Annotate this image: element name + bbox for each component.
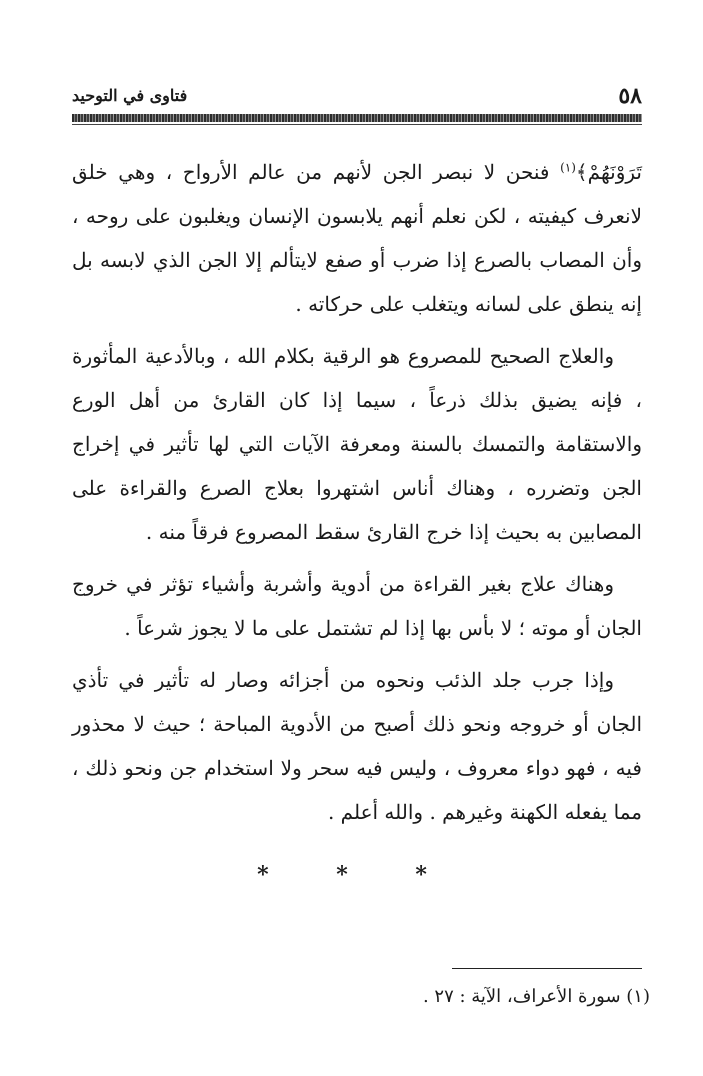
page-header (72, 82, 642, 112)
header-rule (72, 114, 642, 122)
paragraph-3: وهناك علاج بغير القراءة من أدوية وأشربة وأشياء تؤثر في خروج الجان أو موته ؛ لا بأس بها إذا لم تشتمل على ما لا يجوز شرعاً . (72, 572, 642, 640)
paragraph-4: وإذا جرب جلد الذئب ونحوه من أجزائه وصار له تأثير في تأذي الجان أو خروجه ونحو ذلك أصبح من الأدوية المباحة ؛ حيث لا محذور فيه ، فهو دواء معروف ، وليس فيه سحر ولا استخدام جن ونحو ذلك ، مما يفعله الكهنة وغيرهم . والله أعلم . (72, 668, 642, 824)
main-text (72, 150, 642, 842)
footnote-ref: (١) (560, 160, 576, 175)
paragraph-1 (72, 150, 642, 326)
page-number: ٥٨ (618, 83, 642, 109)
quran-quote-end: تَرَوْنَهُمْ﴾ (575, 160, 642, 184)
running-title: فتاوى في التوحيد (72, 86, 188, 105)
paragraph-1-text: فنحن لا نبصر الجن لأنهم من عالم الأرواح ، وهي خلق لانعرف كيفيته ، لكن نعلم أنهم يلابسون الإنسان ويغلبون على روحه ، وأن المصاب بالصرع إذا ضرب أو صفع لايتألم إلا الجن الذي لابسه بل إنه ينطق على لسانه ويتغلب على حركاته . (72, 160, 642, 316)
footnote: (١) سورة الأعراف، الآية : ٢٧ . (422, 986, 650, 1007)
section-separator: * * * (257, 862, 457, 888)
paragraph-2: والعلاج الصحيح للمصروع هو الرقية بكلام الله ، وبالأدعية المأثورة ، فإنه يضيق بذلك ذرعاً ، سيما إذا كان القارئ من أهل الورع والاستقامة والتمسك بالسنة ومعرفة الآيات التي لها تأثير في إخراج الجن وتضرره ، وهناك أناس اشتهروا بعلاج الصرع والقراءة على المصابين به بحيث إذا خرج القارئ سقط المصروع فرقاً منه . (72, 344, 642, 544)
footnote-rule (452, 968, 642, 969)
